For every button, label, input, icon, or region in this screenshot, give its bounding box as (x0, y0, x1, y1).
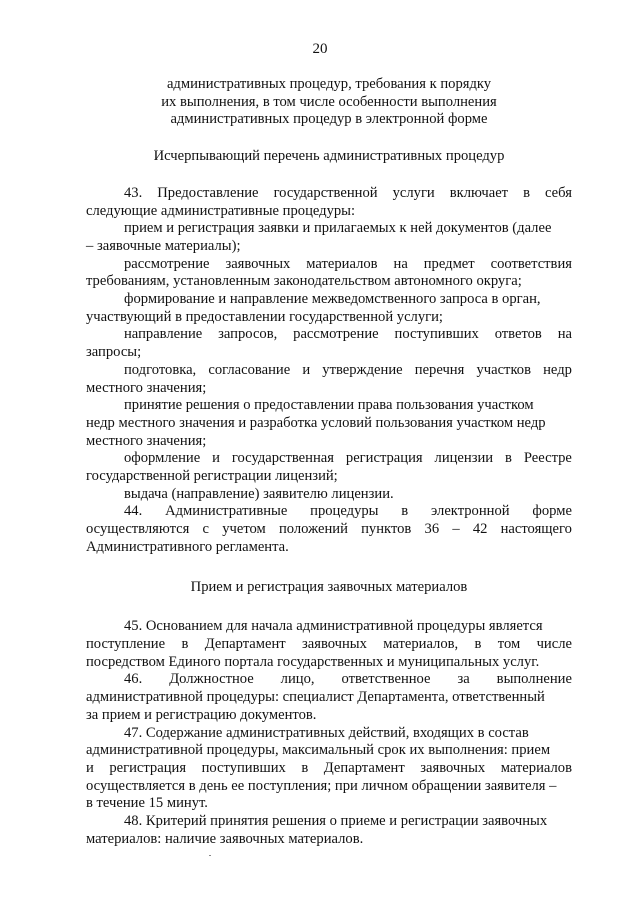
justified-line (86, 813, 572, 831)
word: и (302, 361, 311, 378)
word: в (301, 759, 309, 776)
word: 48. Критерий принятия решения о приеме и регистрации заявочных (124, 813, 548, 830)
word: том (497, 635, 521, 652)
word: Реестре (523, 450, 572, 467)
list-item (86, 450, 572, 485)
section-title-line: административных процедур, требования к порядку (166, 76, 492, 92)
word: лицо, (280, 671, 315, 688)
word: себя (545, 184, 572, 201)
word: Административные (165, 503, 288, 520)
section-title-line: их выполнения, в том числе особенности выполнения (161, 93, 497, 110)
word: на (393, 255, 408, 272)
text-line: в течение 15 минут. (86, 795, 208, 812)
word: принятие решения о предоставлении права пользования участком (124, 397, 534, 414)
text-line: участвующий в предоставлении государственной услуги; (86, 308, 443, 325)
paragraph-45 (86, 618, 572, 671)
word: услуги (392, 184, 435, 201)
word: с (202, 521, 210, 538)
word: ответственное (341, 671, 431, 688)
justified-line (86, 291, 572, 309)
word: формирование и направление межведомственного запроса в орган, (124, 291, 541, 308)
justified-line (86, 450, 572, 468)
justified-line (86, 397, 572, 415)
justified-line (86, 521, 572, 539)
word: Должностное (169, 671, 254, 688)
word: форме (532, 503, 572, 520)
word: в (181, 635, 189, 652)
word: регистрация (109, 759, 187, 776)
word: и (212, 450, 220, 467)
word: – (452, 521, 460, 538)
word: 47. Содержание административных действий, входящих в состав (124, 724, 529, 741)
paragraph-47 (86, 725, 572, 814)
text-line: – заявочные материалы); (86, 237, 241, 254)
word: утверждение (322, 361, 403, 378)
word: заявочных (225, 255, 291, 272)
word: ответов (494, 326, 542, 343)
page-number: 20 (312, 41, 328, 57)
word: положений (278, 521, 348, 538)
justified-line (86, 760, 572, 778)
justified-line (86, 185, 572, 203)
justified-line (86, 725, 572, 743)
procedure-list (86, 220, 572, 503)
word: учетом (222, 521, 266, 538)
word: Департамент (323, 759, 405, 776)
justified-line (86, 220, 572, 238)
text-line: государственной регистрации лицензий; (86, 468, 338, 485)
text-line: осуществляется в день ее поступления; при личном обращении заявителя – (86, 777, 557, 794)
list-item (86, 220, 572, 255)
word: поступление (86, 635, 166, 652)
list-item (86, 291, 572, 326)
text-line: Административного регламента. (86, 538, 289, 555)
justified-line (86, 362, 572, 380)
justified-line (86, 618, 572, 636)
word: предмет (423, 255, 475, 272)
word: рассмотрение (293, 326, 379, 343)
text-line: за прием и регистрацию документов. (86, 706, 317, 723)
word: 45. Основанием для начала административной процедуры является (124, 618, 543, 635)
word: электронной (431, 503, 510, 520)
text-line: материалов: наличие заявочных материалов. (86, 830, 364, 847)
word: прием и регистрация заявки и прилагаемых к ней документов (далее (124, 220, 552, 237)
paragraph-43 (86, 185, 572, 220)
text-line: административной процедуры: специалист Департамента, ответственный (86, 689, 545, 706)
word: согласование (208, 361, 291, 378)
word: участков (476, 361, 531, 378)
word: направление (124, 326, 203, 343)
word: и (86, 759, 94, 776)
justified-line (86, 671, 572, 689)
word: осуществляются (86, 521, 190, 538)
text-line: недр местного значения и разработка условий пользования участком недр (86, 414, 546, 431)
word: в (523, 184, 530, 201)
list-item (86, 256, 572, 291)
word: поступивших (394, 326, 479, 343)
word: государственная (231, 450, 334, 467)
justified-line (86, 256, 572, 274)
word: на (557, 326, 572, 343)
word: запросов, (218, 326, 278, 343)
subsection-heading: Исчерпывающий перечень административных процедур (153, 148, 505, 165)
list-item (86, 397, 572, 450)
word: за (457, 671, 470, 688)
text-line: местного значения; (86, 379, 207, 396)
text-line: выдача (направление) заявителю лицензии. (124, 485, 394, 502)
section-title (86, 76, 572, 129)
word: пунктов (361, 521, 412, 538)
word: в (505, 450, 512, 467)
word: материалов, (383, 635, 459, 652)
subsection-heading: Прием и регистрация заявочных материалов (190, 578, 468, 595)
word: настоящего (500, 521, 572, 538)
word: лицензии (434, 450, 494, 467)
text-line: следующие административные процедуры: (86, 202, 356, 219)
text-line: требованиям, установленным законодательством автономного округа; (86, 273, 522, 290)
word: 43. (124, 184, 143, 201)
section-title-line: административных процедур в электронной форме (170, 111, 488, 128)
word: рассмотрение (124, 255, 210, 272)
word: регистрация (345, 450, 423, 467)
word: выполнение (496, 671, 572, 688)
word: оформление (124, 450, 201, 467)
word: процедуры (310, 503, 379, 520)
paragraph-44 (86, 503, 572, 556)
word: 46. (124, 671, 143, 688)
word: подготовка, (124, 361, 197, 378)
word: заявочных (420, 759, 486, 776)
word: материалов (306, 255, 378, 272)
justified-line (86, 503, 572, 521)
paragraph-46 (86, 671, 572, 724)
text-line: административной процедуры, максимальный срок их выполнения: прием (86, 742, 551, 759)
word: заявочных (301, 635, 367, 652)
word: материалов (500, 759, 572, 776)
justified-line (86, 326, 572, 344)
word: государственной (273, 184, 378, 201)
list-item (86, 486, 572, 504)
word: поступивших (201, 759, 286, 776)
word: 44. (124, 503, 143, 520)
scan-speck (209, 855, 211, 856)
text-line: местного значения; (86, 432, 207, 449)
text-line: запросы; (86, 344, 142, 361)
word: 42 (472, 521, 488, 538)
list-item (86, 326, 572, 361)
paragraph-48 (86, 813, 572, 848)
word: 36 (424, 521, 440, 538)
word: числе (536, 635, 572, 652)
word: перечня (414, 361, 465, 378)
word: недр (543, 361, 572, 378)
list-item (86, 362, 572, 397)
word: Предоставление (157, 184, 259, 201)
word: в (401, 503, 409, 520)
word: в (474, 635, 482, 652)
justified-line (86, 636, 572, 654)
document-body (86, 76, 572, 848)
word: включает (449, 184, 509, 201)
word: соответствия (490, 255, 572, 272)
word: Департамент (204, 635, 286, 652)
text-line: посредством Единого портала государственных и муниципальных услуг. (86, 653, 540, 670)
